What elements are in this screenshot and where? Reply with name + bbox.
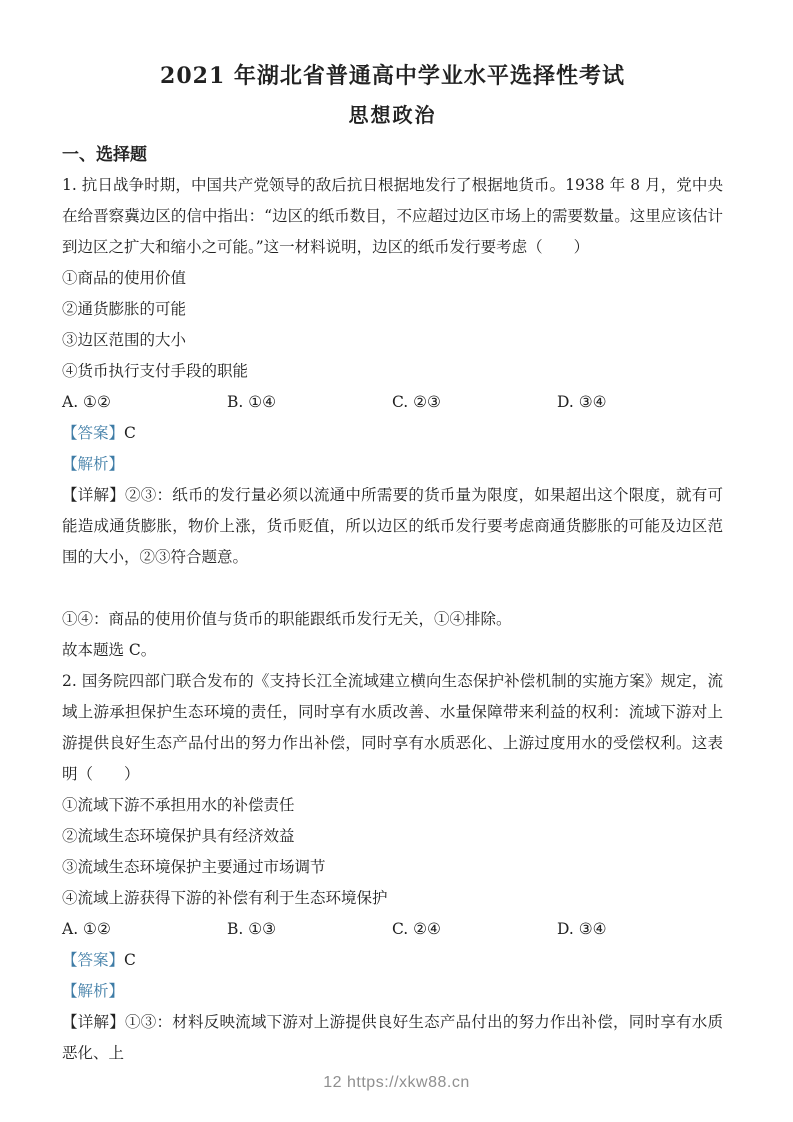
q2-item-3: ③流域生态环境保护主要通过市场调节 [62, 858, 326, 876]
q1-item-2: ②通货膨胀的可能 [62, 300, 187, 318]
q1-options-row [62, 387, 723, 418]
q2-item-4: ④流域上游获得下游的补偿有利于生态环境保护 [62, 889, 388, 907]
q1-detail-text-2: ①④：商品的使用价值与货币的职能跟纸币发行无关，①④排除。 [62, 610, 512, 628]
q1-detail-text-3: 故本题选 C。 [62, 641, 157, 659]
q2-analysis-line [62, 976, 723, 1007]
q2-analysis-label: 【解析】 [62, 982, 125, 1000]
q1-stem: 1. 抗日战争时期，中国共产党领导的敌后抗日根据地发行了根据地货币。1938 年 8 月，党中央在给晋察冀边区的信中指出：“边区的纸币数目，不应超过边区市场上的需要数量。这里应该估计到边区之扩大和缩小之可能。”这一材料说明，边区的纸币发行要考虑（ ） [62, 176, 723, 256]
q1-option-a: A. ①② [62, 393, 111, 411]
q2-option-b: B. ①③ [227, 920, 277, 938]
q1-item-3: ③边区范围的大小 [62, 331, 187, 349]
page-title: 2021 年湖北省普通高中学业水平选择性考试 [160, 63, 625, 89]
q2-option-c: C. ②④ [392, 920, 441, 938]
q2-detail-text-1: ①③：材料反映流域下游对上游提供良好生态产品付出的努力作出补偿，同时享有水质恶化、上 [62, 1013, 723, 1062]
question-2 [62, 666, 723, 1069]
q1-option-c: C. ②③ [392, 393, 441, 411]
q2-option-d: D. ③④ [557, 920, 607, 938]
q2-answer-line [62, 945, 723, 976]
q1-answer-line [62, 418, 723, 449]
q1-answer-value: C [124, 424, 136, 442]
q1-analysis-label: 【解析】 [62, 455, 125, 473]
q1-option-d: D. ③④ [557, 393, 607, 411]
q2-detail-paragraph [62, 1007, 723, 1069]
page-subtitle: 思想政治 [348, 103, 437, 127]
q2-options-row [62, 914, 723, 945]
section-heading: 一、选择题 [62, 145, 147, 165]
q1-item-1: ①商品的使用价值 [62, 269, 187, 287]
q2-answer-label: 【答案】 [62, 951, 125, 969]
q1-detail-paragraph [62, 480, 723, 573]
q1-answer-label: 【答案】 [62, 424, 125, 442]
q1-detail-label: 【详解】 [62, 486, 125, 504]
q1-option-b: B. ①④ [227, 393, 277, 411]
q1-analysis-line [62, 449, 723, 480]
q1-item-4: ④货币执行支付手段的职能 [62, 362, 249, 380]
q1-detail-text-1: ②③：纸币的发行量必须以流通中所需要的货币量为限度，如果超出这个限度，就有可能造成通货膨胀，物价上涨，货币贬值，所以边区的纸币发行要考虑商通货膨胀的可能及边区范围的大小，②③符合题意。 [62, 486, 723, 566]
q2-stem: 2. 国务院四部门联合发布的《支持长江全流域建立横向生态保护补偿机制的实施方案》规定，流域上游承担保护生态环境的责任，同时享有水质改善、水量保障带来利益的权利：流域下游对上游提供良好生态产品付出的努力作出补偿，同时享有水质恶化、上游过度用水的受偿权利。这表明（ ） [62, 672, 723, 783]
question-1 [62, 170, 723, 666]
q2-item-2: ②流域生态环境保护具有经济效益 [62, 827, 295, 845]
q2-item-1: ①流域下游不承担用水的补偿责任 [62, 796, 295, 814]
page-footer: 12 https://xkw88.cn [323, 1074, 470, 1091]
q2-answer-value: C [124, 951, 136, 969]
q2-detail-label: 【详解】 [62, 1013, 125, 1031]
q2-option-a: A. ①② [62, 920, 111, 938]
